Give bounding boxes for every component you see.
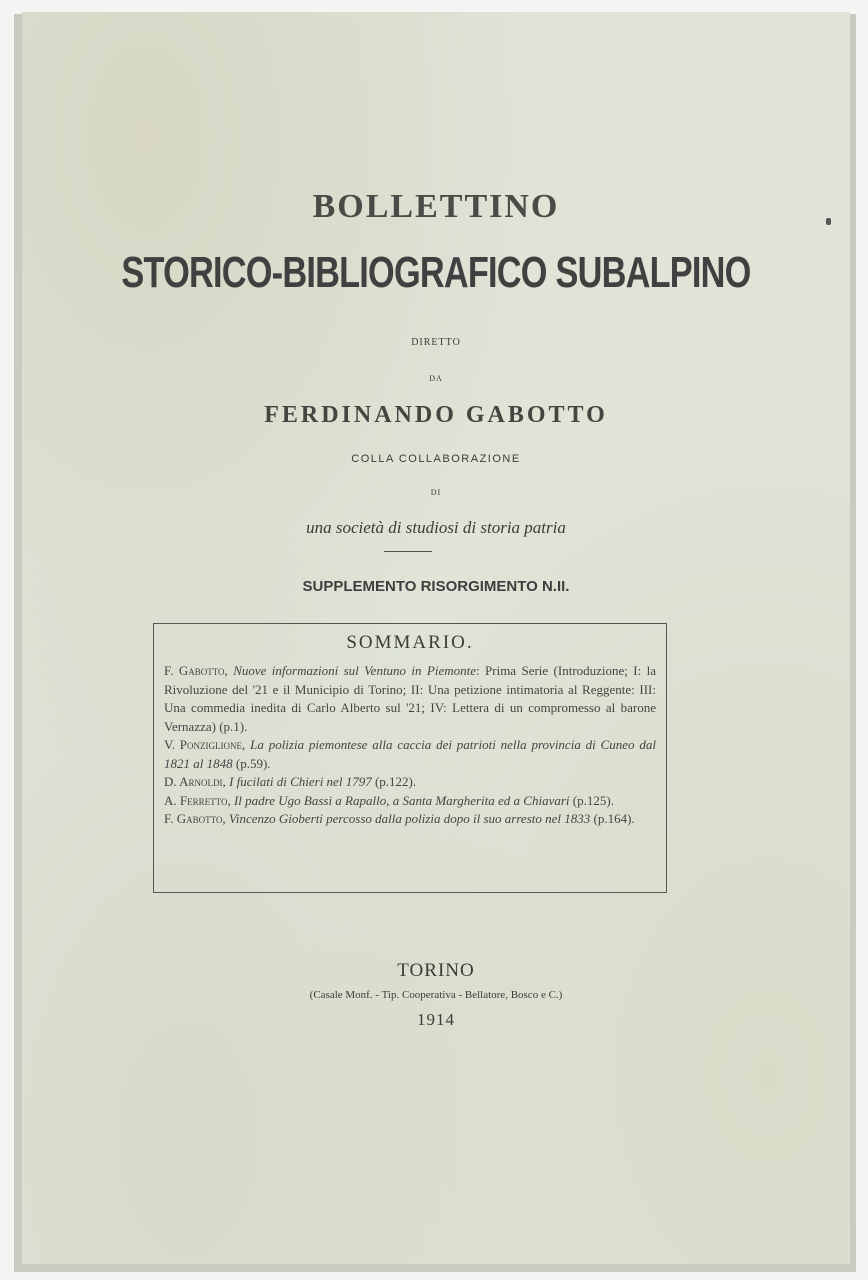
summary-entry: [164, 773, 656, 792]
summary-box: [153, 623, 667, 893]
collaboration-label: COLLA COLLABORAZIONE: [351, 453, 521, 465]
entry-details: (p.125).: [569, 792, 614, 808]
entry-author: F. Gabotto,: [164, 663, 228, 678]
entry-author: A. Ferretto,: [164, 792, 231, 808]
summary-heading: SOMMARIO.: [346, 632, 474, 653]
society-line: una società di studiosi di storia patria: [306, 518, 566, 537]
entry-details: (p.59).: [232, 755, 271, 771]
divider: [384, 551, 432, 552]
entry-author: F. Gabotto,: [164, 811, 226, 826]
entry-title: I fucilati di Chieri nel 1797: [229, 774, 372, 789]
title-line-1: BOLLETTINO: [312, 188, 560, 225]
imprint-year: 1914: [417, 1010, 455, 1029]
supplement-title: SUPPLEMENTO RISORGIMENTO N.II.: [302, 578, 570, 595]
entry-title: Vincenzo Gioberti percosso dalla polizia dopo il suo arresto nel 1833: [228, 811, 591, 826]
summary-entry: [164, 792, 656, 811]
imprint-printer: (Casale Monf. - Tip. Cooperativa - Bellatore, Bosco e C.): [309, 989, 563, 1001]
entry-title: La polizia piemontese alla caccia dei patrioti nella provincia di Cuneo dal 1821 al 1848: [164, 737, 657, 771]
title-line-2: STORICO-BIBLIOGRAFICO SUBALPINO: [121, 248, 751, 297]
di-label: DI: [430, 488, 442, 497]
entry-details: (p.164).: [590, 811, 635, 826]
entry-author: V. Ponziglione,: [164, 737, 246, 752]
summary-entry: [164, 810, 656, 829]
book-cover: [22, 12, 850, 1264]
da-label: DA: [429, 374, 443, 383]
entry-title: Il padre Ugo Bassi a Rapallo, a Santa Margherita ed a Chiavari: [233, 792, 570, 808]
entry-author: D. Arnoldi,: [164, 774, 226, 789]
editor-name: FERDINANDO GABOTTO: [264, 402, 608, 428]
summary-entry: [164, 736, 656, 773]
diretto-label: DIRETTO: [411, 337, 461, 348]
summary-entry: [164, 662, 656, 736]
entry-title: Nuove informazioni sul Ventuno in Piemonte: [233, 663, 477, 678]
entry-details: (p.122).: [371, 774, 417, 789]
paper-speck: [826, 218, 831, 225]
imprint-city: TORINO: [397, 960, 475, 981]
entry-details: : Prima Serie (Introduzione; I: la Rivoluzione del '21 e il Municipio di Torino; II: Una petizione intimatoria al Reggente: III: Una commedia inedita di Carlo Alberto sul '21; IV: Lettera di un compromesso al barone Vernazza) (p.1).: [164, 663, 657, 734]
